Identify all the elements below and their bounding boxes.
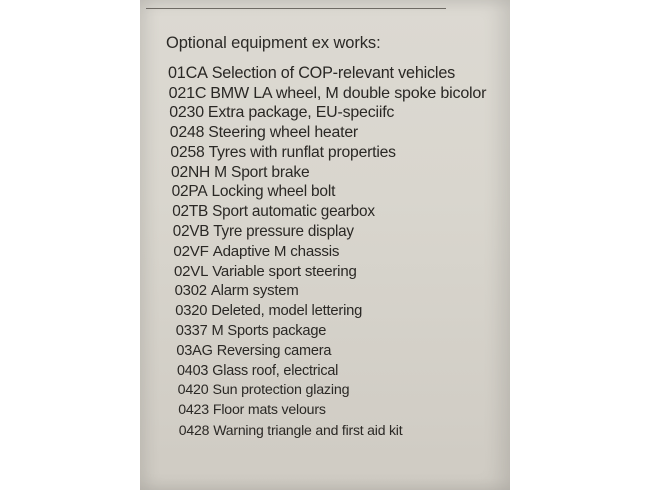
equipment-label: Alarm system [210, 282, 299, 299]
equipment-item [175, 283, 299, 299]
equipment-code: 02VF [173, 243, 209, 261]
equipment-item [179, 422, 403, 438]
equipment-label: Glass roof, electrical [212, 362, 339, 379]
equipment-code: 0302 [174, 282, 207, 299]
equipment-label: Adaptive M chassis [212, 243, 340, 261]
equipment-code: 0423 [178, 402, 209, 419]
section-heading: Optional equipment ex works: [166, 34, 381, 52]
equipment-code: 02PA [171, 183, 208, 201]
equipment-list [140, 0, 510, 490]
equipment-item [168, 64, 455, 83]
equipment-item [170, 144, 395, 162]
equipment-code: 02VB [172, 223, 210, 241]
equipment-item [174, 263, 357, 280]
equipment-label: Sport automatic gearbox [212, 203, 375, 221]
equipment-code: 0320 [175, 302, 208, 319]
equipment-code: 0258 [170, 143, 205, 161]
equipment-code: 0420 [177, 382, 209, 399]
equipment-code: 02VL [174, 263, 209, 280]
equipment-item [173, 223, 354, 240]
equipment-code: 0248 [169, 123, 205, 141]
equipment-label: Deleted, model lettering [211, 302, 363, 319]
printed-sheet [140, 0, 510, 490]
equipment-label: Extra package, EU-speciifc [207, 103, 395, 121]
equipment-code: 0428 [178, 422, 210, 439]
equipment-item [176, 323, 326, 339]
equipment-item [175, 303, 362, 319]
equipment-code: 02NH [171, 163, 211, 181]
equipment-item [173, 243, 339, 260]
equipment-label: Tyres with runflat properties [208, 143, 396, 161]
equipment-code: 0403 [177, 362, 209, 379]
equipment-item [171, 164, 309, 182]
equipment-label: Reversing camera [216, 342, 332, 359]
equipment-label: Floor mats velours [212, 402, 326, 419]
equipment-item [170, 124, 358, 142]
equipment-item [169, 84, 487, 103]
equipment-label: M Sport brake [214, 163, 310, 181]
equipment-label: Sun protection glazing [212, 382, 350, 399]
equipment-code: 01CA [168, 64, 208, 82]
equipment-item [169, 104, 394, 122]
equipment-item [172, 203, 375, 221]
equipment-label: Warning triangle and first aid kit [213, 422, 403, 439]
equipment-item [178, 382, 350, 398]
equipment-item [172, 183, 336, 201]
equipment-code: 0230 [169, 103, 204, 121]
equipment-label: BMW LA wheel, M double spoke bicolor [210, 83, 487, 102]
equipment-code: 021C [168, 83, 207, 102]
equipment-item [177, 363, 338, 379]
equipment-item [176, 343, 331, 359]
equipment-code: 0337 [175, 322, 208, 339]
equipment-label: Tyre pressure display [213, 223, 354, 241]
equipment-label: Steering wheel heater [208, 123, 359, 141]
equipment-label: Selection of COP-relevant vehicles [211, 64, 456, 82]
equipment-code: 03AG [176, 342, 213, 359]
equipment-label: Variable sport steering [212, 263, 357, 280]
equipment-code: 02TB [172, 203, 209, 221]
equipment-label: Locking wheel bolt [211, 183, 336, 201]
equipment-item [178, 402, 326, 418]
equipment-label: M Sports package [211, 322, 327, 339]
